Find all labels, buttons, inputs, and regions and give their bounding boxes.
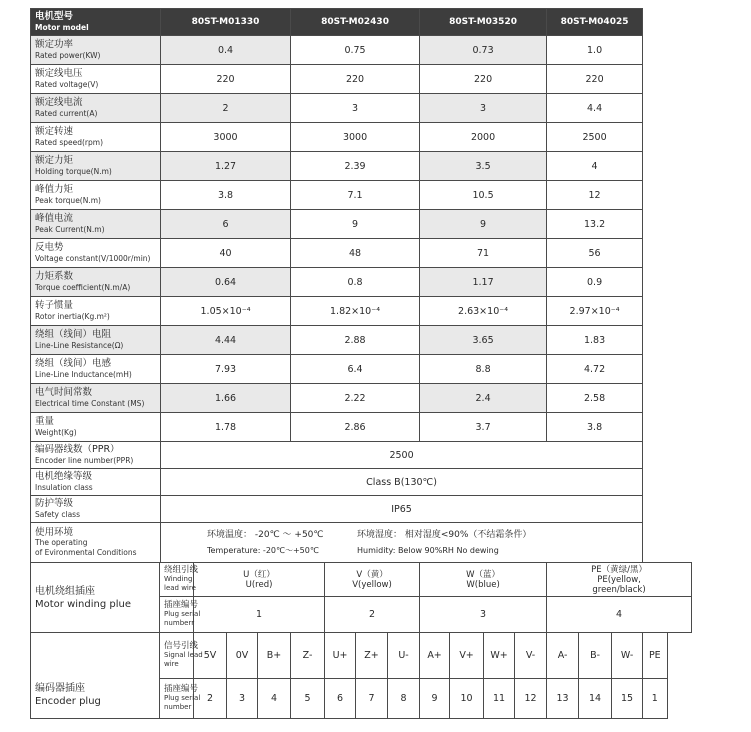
spec-label: 防护等级 Safety class xyxy=(31,496,161,523)
spec-value: 0.73 xyxy=(420,36,547,65)
encoder-pin-number: 9 xyxy=(420,679,450,719)
spec-value: 3000 xyxy=(291,123,420,152)
spec-value: 1.05×10⁻⁴ xyxy=(161,297,291,326)
spec-value: 2500 xyxy=(161,442,643,469)
spec-row xyxy=(31,181,692,210)
spec-value: IP65 xyxy=(161,496,643,523)
encoder-pin-number: 14 xyxy=(579,679,612,719)
spec-value: 4 xyxy=(547,152,643,181)
spec-row xyxy=(31,326,692,355)
spec-row xyxy=(31,65,692,94)
spec-label: 转子惯量 Rotor inertia(Kg.m²) xyxy=(31,297,161,326)
spec-value: 71 xyxy=(420,239,547,268)
encoder-pin-number: 13 xyxy=(547,679,579,719)
spec-value: 2.88 xyxy=(291,326,420,355)
spec-value: 0.75 xyxy=(291,36,420,65)
environment-label: 使用环境 The operating of Evironmental Conditions xyxy=(31,523,161,563)
spec-label: 额定线电流 Rated current(A) xyxy=(31,94,161,123)
spec-row xyxy=(31,123,692,152)
spec-value: 1.83 xyxy=(547,326,643,355)
spec-row xyxy=(31,297,692,326)
encoder-signal: W- xyxy=(612,633,643,679)
spec-sheet xyxy=(30,8,692,719)
model-header: 80ST-M02430 xyxy=(291,9,420,36)
spec-value: 2000 xyxy=(420,123,547,152)
spec-value: 1.27 xyxy=(161,152,291,181)
spec-value: 2.22 xyxy=(291,384,420,413)
spec-value: 56 xyxy=(547,239,643,268)
spec-label: 额定功率 Rated power(KW) xyxy=(31,36,161,65)
spec-value: 1.17 xyxy=(420,268,547,297)
spec-value: 3.8 xyxy=(547,413,643,442)
spec-label: 峰值电流 Peak Current(N.m) xyxy=(31,210,161,239)
winding-wire: U（红） U(red) xyxy=(194,563,325,597)
spec-row xyxy=(31,384,692,413)
spec-label: 绕组（线间）电感 Line-Line Inductance(mH) xyxy=(31,355,161,384)
spec-value: 10.5 xyxy=(420,181,547,210)
encoder-signal: Z- xyxy=(291,633,325,679)
encoder-pin-number: 5 xyxy=(291,679,325,719)
encoder-pin-number: 6 xyxy=(325,679,356,719)
spec-value: 7.1 xyxy=(291,181,420,210)
spec-value: 3.7 xyxy=(420,413,547,442)
encoder-signal: A+ xyxy=(420,633,450,679)
environment-value: 环境温度： -20℃ ～ +50℃ 环境湿度： 相对湿度<90%（不结霜条件） Temperature: -20℃～+50℃ Humidity: Below 90%RH No dewing xyxy=(161,523,643,563)
encoder-pin-number: 12 xyxy=(515,679,547,719)
winding-plug-label: 电机绕组插座 Motor winding plue xyxy=(31,563,160,633)
spec-label: 绕组（线间）电阻 Line-Line Resistance(Ω) xyxy=(31,326,161,355)
spec-row xyxy=(31,210,692,239)
spec-value: 2.4 xyxy=(420,384,547,413)
encoder-plug-label: 编码器插座 Encoder plug xyxy=(31,633,160,719)
spec-row xyxy=(31,413,692,442)
spec-value: 7.93 xyxy=(161,355,291,384)
spec-value: 1.82×10⁻⁴ xyxy=(291,297,420,326)
winding-plug-number: 1 xyxy=(194,597,325,633)
spec-value: 6 xyxy=(161,210,291,239)
winding-wire: W（蓝） W(blue) xyxy=(420,563,547,597)
encoder-pin-number: 11 xyxy=(484,679,515,719)
spec-value: 3.8 xyxy=(161,181,291,210)
encoder-signal: PE xyxy=(643,633,667,679)
environment-row xyxy=(31,523,692,563)
spec-row xyxy=(31,355,692,384)
encoder-signal: V- xyxy=(515,633,547,679)
encoder-pin-number: 1 xyxy=(643,679,667,719)
spec-value: 48 xyxy=(291,239,420,268)
encoder-signal: 5V xyxy=(194,633,227,679)
winding-plug-number-label: 插座编号 Plug serial numberr xyxy=(160,597,194,633)
model-label: 电机型号 Motor model xyxy=(31,9,161,36)
spec-row xyxy=(31,36,692,65)
spec-value: 8.8 xyxy=(420,355,547,384)
spec-label: 峰值力矩 Peak torque(N.m) xyxy=(31,181,161,210)
spec-row xyxy=(31,94,692,123)
spec-label: 额定力矩 Holding torque(N.m) xyxy=(31,152,161,181)
spec-value: 2.63×10⁻⁴ xyxy=(420,297,547,326)
spec-value: 0.64 xyxy=(161,268,291,297)
encoder-pin-number: 7 xyxy=(356,679,388,719)
spec-value: 9 xyxy=(291,210,420,239)
spec-value: 4.44 xyxy=(161,326,291,355)
spec-value: 220 xyxy=(161,65,291,94)
spec-label: 力矩系数 Torque coefficient(N.m/A) xyxy=(31,268,161,297)
encoder-signal-label: 信号引线 Signal lead wire xyxy=(160,633,194,679)
spec-value: 2.86 xyxy=(291,413,420,442)
spec-value: 1.78 xyxy=(161,413,291,442)
spec-value: 3 xyxy=(420,94,547,123)
encoder-signal: U- xyxy=(388,633,420,679)
header-row xyxy=(31,9,692,36)
spec-value: 13.2 xyxy=(547,210,643,239)
winding-wire-label: 绕组引线 Winding lead wire xyxy=(160,563,194,597)
spec-value: 0.9 xyxy=(547,268,643,297)
spec-row xyxy=(31,152,692,181)
spec-value: 1.0 xyxy=(547,36,643,65)
spec-value: 220 xyxy=(420,65,547,94)
winding-wire-row xyxy=(31,563,692,597)
spec-value: 4.72 xyxy=(547,355,643,384)
spec-row xyxy=(31,496,692,523)
spec-row xyxy=(31,239,692,268)
encoder-signal: V+ xyxy=(450,633,484,679)
spec-label: 电机绝缘等级 Insulation class xyxy=(31,469,161,496)
encoder-signal: 0V xyxy=(227,633,258,679)
spec-value: 2.39 xyxy=(291,152,420,181)
spec-value: 1.66 xyxy=(161,384,291,413)
encoder-signal: Z+ xyxy=(356,633,388,679)
encoder-signal: W+ xyxy=(484,633,515,679)
encoder-pin-number: 2 xyxy=(194,679,227,719)
encoder-pin-number: 3 xyxy=(227,679,258,719)
encoder-pin-label: 插座编号 Plug serial number xyxy=(160,679,194,719)
winding-plug-number: 3 xyxy=(420,597,547,633)
spec-label: 额定转速 Rated speed(rpm) xyxy=(31,123,161,152)
model-header: 80ST-M01330 xyxy=(161,9,291,36)
encoder-signal: A- xyxy=(547,633,579,679)
encoder-pin-number: 4 xyxy=(258,679,291,719)
spec-value: 40 xyxy=(161,239,291,268)
winding-wire: PE（黄绿/黑） PE(yellow, green/black) xyxy=(547,563,692,597)
motor-spec-table xyxy=(30,8,692,719)
spec-row xyxy=(31,442,692,469)
spec-label: 额定线电压 Rated voltage(V) xyxy=(31,65,161,94)
spec-value: 0.8 xyxy=(291,268,420,297)
spec-label: 电气时间常数 Electrical time Constant (MS) xyxy=(31,384,161,413)
encoder-signal: U+ xyxy=(325,633,356,679)
spec-value: Class B(130℃) xyxy=(161,469,643,496)
spec-value: 0.4 xyxy=(161,36,291,65)
spec-value: 2500 xyxy=(547,123,643,152)
spec-value: 2.58 xyxy=(547,384,643,413)
spec-value: 220 xyxy=(547,65,643,94)
spec-value: 3 xyxy=(291,94,420,123)
encoder-pin-number: 8 xyxy=(388,679,420,719)
spec-label: 编码器线数（PPR） Encoder line number(PPR) xyxy=(31,442,161,469)
encoder-pin-number: 15 xyxy=(612,679,643,719)
spec-label: 重量 Weight(Kg) xyxy=(31,413,161,442)
spec-value: 4.4 xyxy=(547,94,643,123)
spec-value: 12 xyxy=(547,181,643,210)
model-header: 80ST-M03520 xyxy=(420,9,547,36)
encoder-signal-row xyxy=(31,633,692,679)
encoder-signal: B+ xyxy=(258,633,291,679)
spec-value: 6.4 xyxy=(291,355,420,384)
spec-row xyxy=(31,469,692,496)
spec-value: 2.97×10⁻⁴ xyxy=(547,297,643,326)
winding-plug-number: 2 xyxy=(325,597,420,633)
spec-label: 反电势 Voltage constant(V/1000r/min) xyxy=(31,239,161,268)
winding-plug-number: 4 xyxy=(547,597,692,633)
winding-wire: V（黄） V(yellow) xyxy=(325,563,420,597)
spec-value: 3000 xyxy=(161,123,291,152)
spec-value: 220 xyxy=(291,65,420,94)
spec-value: 3.65 xyxy=(420,326,547,355)
model-header: 80ST-M04025 xyxy=(547,9,643,36)
spec-value: 2 xyxy=(161,94,291,123)
spec-row xyxy=(31,268,692,297)
encoder-signal: B- xyxy=(579,633,612,679)
spec-value: 3.5 xyxy=(420,152,547,181)
encoder-pin-number: 10 xyxy=(450,679,484,719)
spec-value: 9 xyxy=(420,210,547,239)
